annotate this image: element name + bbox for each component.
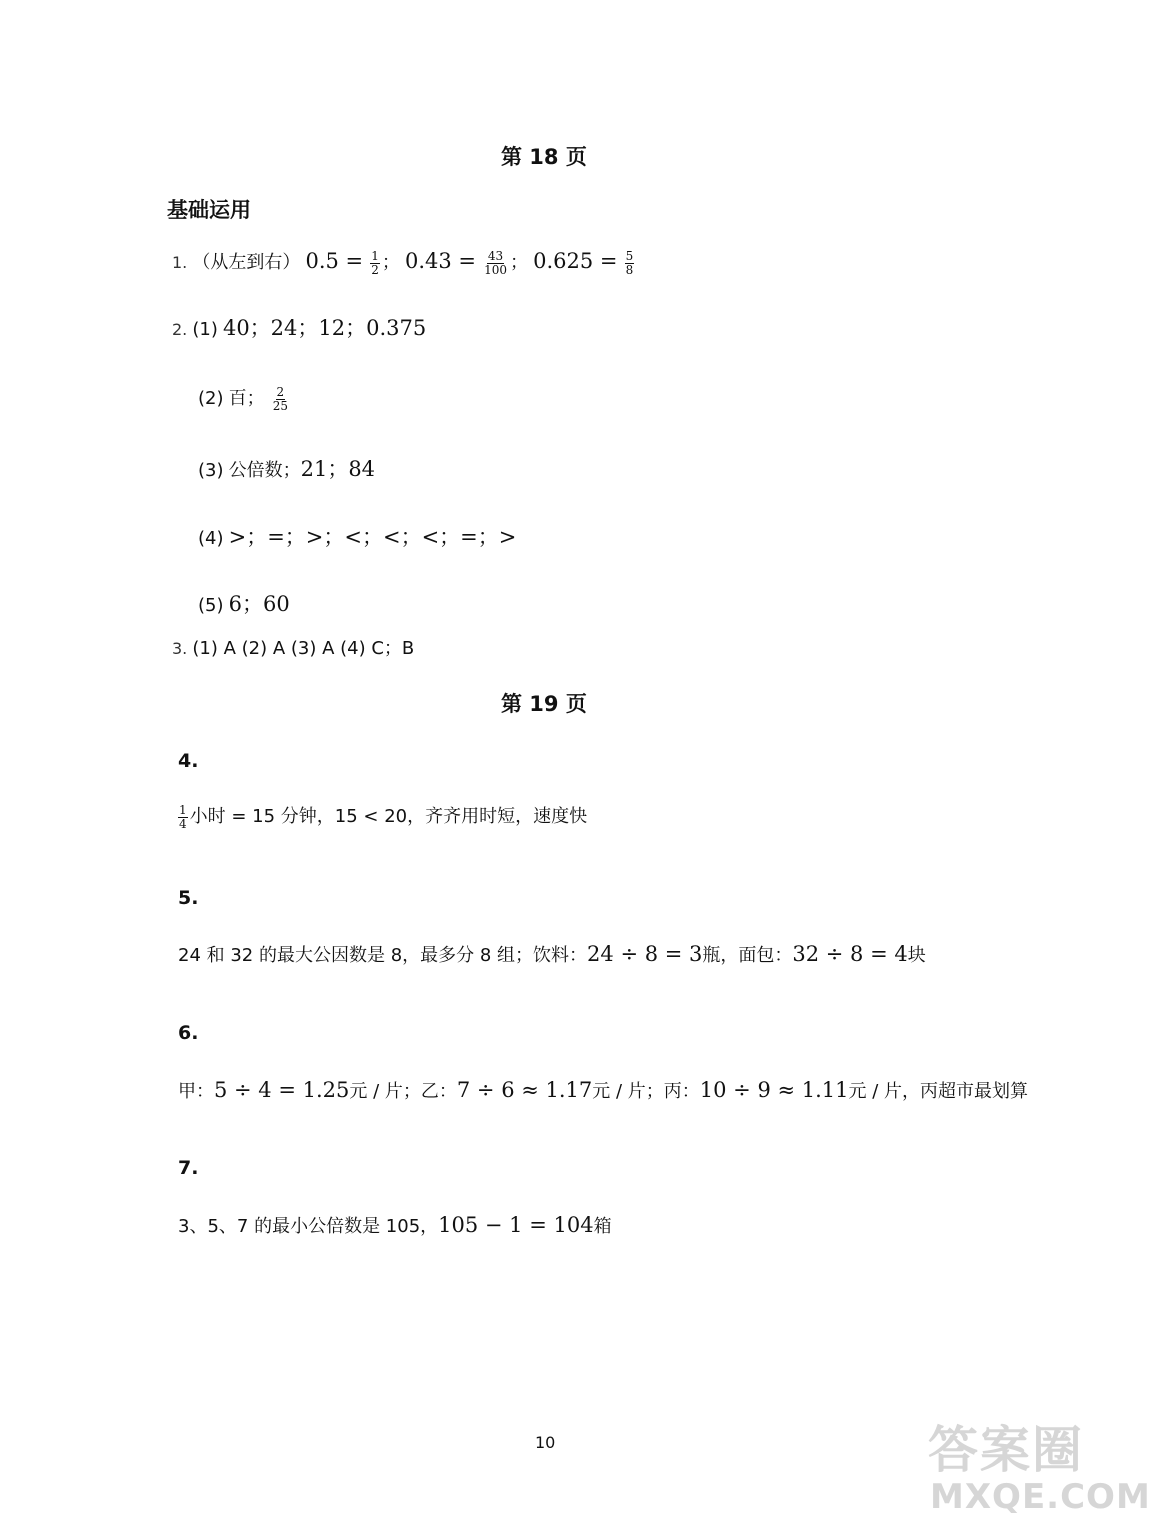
q5-text-c: 块 — [907, 945, 926, 966]
q1-number: 1. — [172, 253, 188, 272]
q2-p5-label: (5) — [198, 595, 224, 616]
q2-p2-fraction — [272, 386, 289, 413]
question-2-part-3 — [198, 453, 375, 483]
q5-math-a: 24 ÷ 8 = 3 — [587, 942, 703, 966]
q2-p1-answer: 40；24；12；0.375 — [222, 316, 427, 340]
q7-answer — [178, 1212, 612, 1238]
page-title-18: 第 18 页 — [501, 145, 587, 169]
q2-p5-answer: 6；60 — [228, 592, 290, 616]
q2-p2-label: (2) — [198, 388, 224, 409]
q1-f2-denominator: 100 — [484, 263, 507, 277]
q2-p2-answer: 百； — [228, 388, 265, 409]
watermark-logo: 答案圈 — [928, 1421, 1084, 1479]
page-number: 10 — [535, 1433, 556, 1452]
q1-expr-3: 0.625 = — [533, 249, 618, 273]
q4-fraction — [178, 804, 188, 831]
q5-answer — [178, 941, 926, 967]
q1-prefix: （从左到右） — [192, 252, 301, 273]
q3-answer: (1) A (2) A (3) A (4) C；B — [192, 638, 415, 659]
q7-text-b: 箱 — [593, 1216, 612, 1237]
q2-p3-answer-text: 公倍数； — [228, 460, 301, 481]
q1-f1-denominator: 2 — [371, 263, 379, 277]
q4-label: 4. — [178, 750, 199, 772]
q4-numerator: 1 — [179, 803, 187, 817]
question-2-part-2 — [198, 384, 291, 413]
q1-fraction-3 — [625, 250, 635, 277]
q5-label: 5. — [178, 887, 199, 909]
section-heading: 基础运用 — [167, 198, 251, 222]
q4-answer — [178, 802, 587, 831]
q6-text-4: 元 / 片，丙超市最划算 — [848, 1081, 1029, 1102]
q7-math-a: 105 − 1 = 104 — [438, 1213, 594, 1237]
question-2-part-1 — [172, 312, 426, 342]
q2-p3-label: (3) — [198, 460, 224, 481]
q1-expr-2: 0.43 = — [404, 249, 476, 273]
q5-text-a: 24 和 32 的最大公因数是 8，最多分 8 组；饮料： — [178, 945, 588, 966]
q7-text-a: 3、5、7 的最小公倍数是 105， — [178, 1216, 439, 1237]
question-3 — [172, 634, 414, 660]
q6-label: 6. — [178, 1022, 199, 1044]
q2-p4-label: (4) — [198, 528, 224, 549]
q6-math-3: 10 ÷ 9 ≈ 1.11 — [699, 1078, 849, 1102]
q6-math-1: 5 ÷ 4 = 1.25 — [214, 1078, 350, 1102]
q7-label: 7. — [178, 1157, 199, 1179]
question-1 — [172, 248, 636, 277]
q1-f3-numerator: 5 — [625, 249, 634, 263]
q2-p1-label: (1) — [192, 319, 218, 340]
q2-number: 2. — [172, 320, 188, 339]
q1-separator-1: ； — [381, 252, 400, 273]
q3-number: 3. — [172, 639, 188, 658]
question-2-part-5 — [198, 588, 290, 618]
q5-math-b: 32 ÷ 8 = 4 — [792, 942, 908, 966]
q2-p2-denominator: 25 — [272, 399, 288, 413]
q6-text-1: 甲： — [178, 1081, 214, 1102]
q2-p2-numerator: 2 — [276, 385, 285, 399]
q1-expr-1: 0.5 = — [305, 249, 364, 273]
q6-math-2: 7 ÷ 6 ≈ 1.17 — [456, 1078, 593, 1102]
q2-p4-answer: >；=；>；<；<；<；=；> — [228, 525, 517, 549]
q6-text-3: 元 / 片；丙： — [592, 1081, 700, 1102]
q5-text-b: 瓶，面包： — [702, 945, 793, 966]
q1-f2-numerator: 43 — [487, 249, 504, 263]
q4-denominator: 4 — [179, 817, 187, 831]
watermark-url: MXQE.COM — [930, 1477, 1151, 1517]
q1-f1-numerator: 1 — [371, 249, 379, 263]
q2-p3-answer-math: 21；84 — [300, 457, 376, 481]
q1-fraction-2 — [483, 250, 508, 277]
q4-text: 小时 = 15 分钟，15 < 20，齐齐用时短，速度快 — [189, 806, 588, 827]
page-title-19: 第 19 页 — [501, 692, 587, 716]
question-2-part-4 — [198, 521, 516, 551]
q1-separator-2: ； — [509, 252, 528, 273]
q1-f3-denominator: 8 — [625, 263, 634, 277]
q6-answer — [178, 1077, 1028, 1103]
q1-fraction-1 — [370, 250, 380, 277]
q6-text-2: 元 / 片；乙： — [349, 1081, 457, 1102]
